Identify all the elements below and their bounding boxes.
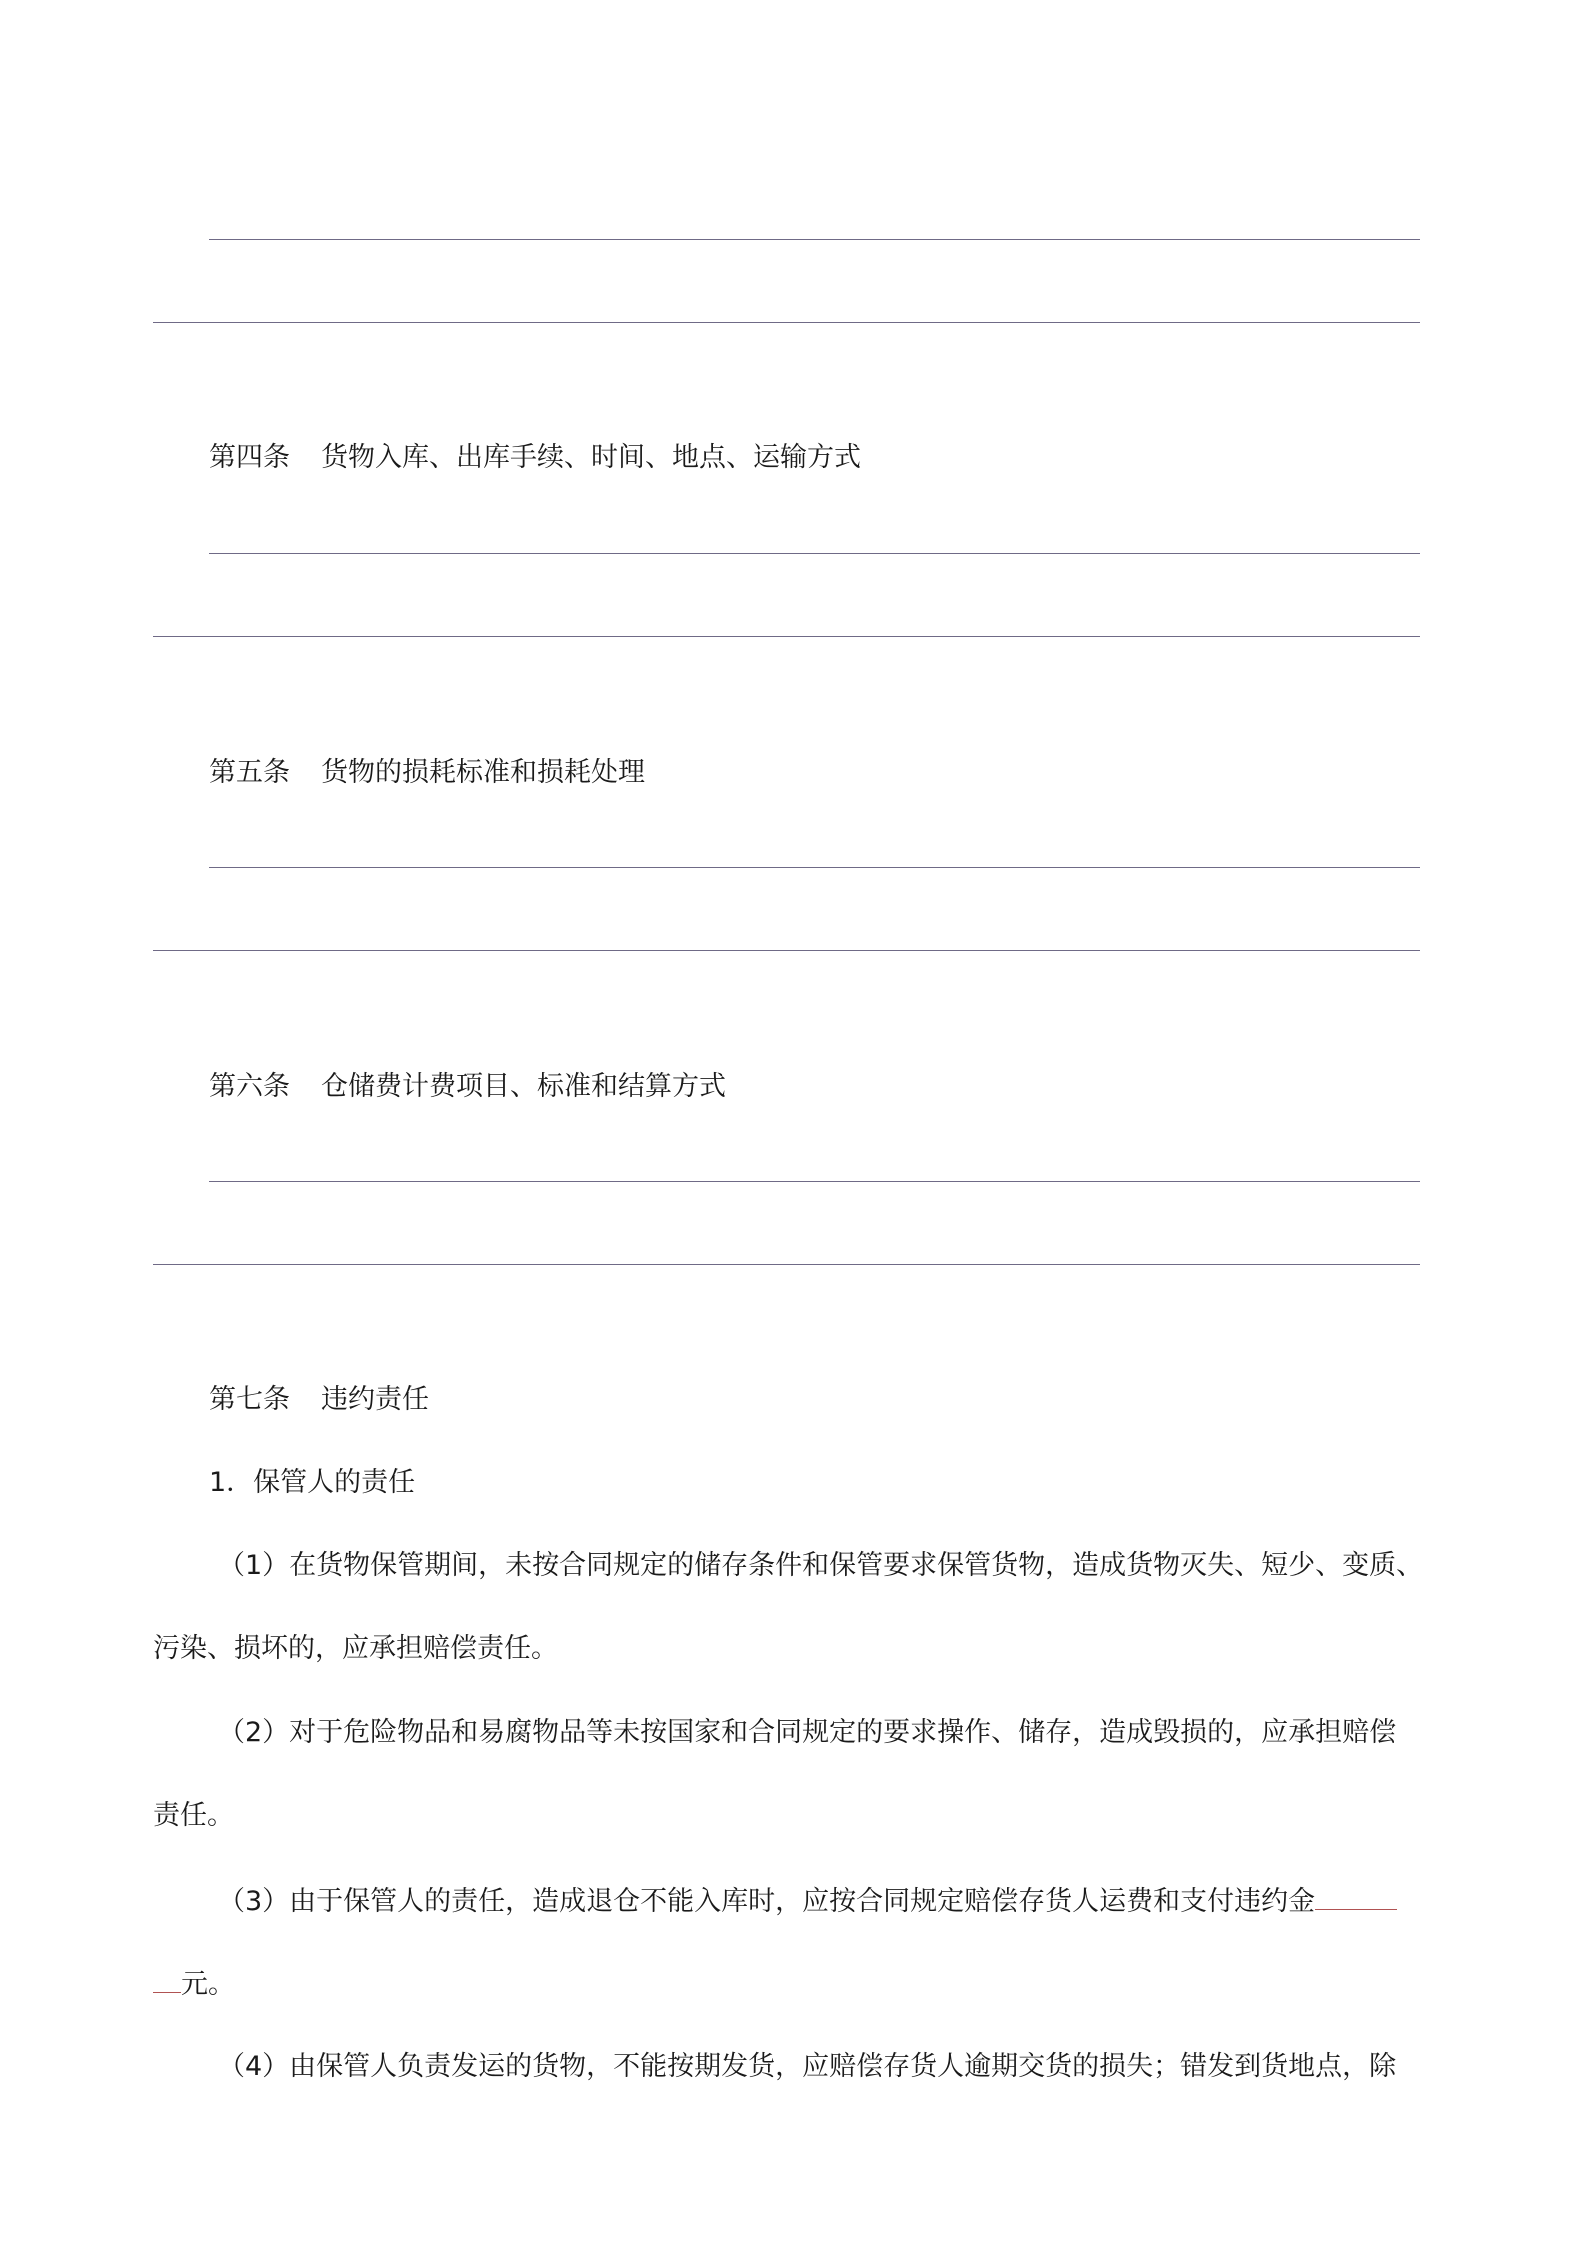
- fill-in-line: [153, 636, 1420, 637]
- fill-in-line: [209, 1181, 1420, 1182]
- article-number: 第六条: [209, 1071, 290, 1102]
- article-5-heading: [209, 756, 645, 790]
- fill-in-line: [153, 1264, 1420, 1265]
- article-number: 第四条: [209, 442, 290, 473]
- article-7-heading: [209, 1383, 429, 1417]
- fill-in-line: [153, 950, 1420, 951]
- clause-line: 责任。: [153, 1800, 234, 1831]
- article-4-heading: [209, 441, 861, 475]
- fill-in-line: [209, 867, 1420, 868]
- clause-line: （4）由保管人负责发运的货物，不能按期发货，应赔偿存货人逾期交货的损失；错发到货地点，除: [218, 2051, 1397, 2082]
- article-number: 第七条: [209, 1384, 290, 1415]
- article-6-heading: [209, 1070, 726, 1104]
- section-heading: 1．保管人的责任: [209, 1467, 416, 1498]
- article-title: 违约责任: [321, 1384, 429, 1415]
- clause-line: 污染、损坏的，应承担赔偿责任。: [153, 1633, 558, 1664]
- clause-text: （3）由于保管人的责任，造成退仓不能入库时，应按合同规定赔偿存货人运费和支付违约金: [218, 1886, 1316, 1917]
- clause-line-with-blank: [153, 1966, 235, 2002]
- fill-in-line: [209, 553, 1420, 554]
- article-title: 仓储费计费项目、标准和结算方式: [321, 1071, 726, 1102]
- clause-line-with-blank: [218, 1883, 1397, 1919]
- article-number: 第五条: [209, 757, 290, 788]
- clause-line: （2）对于危险物品和易腐物品等未按国家和合同规定的要求操作、储存，造成毁损的，应承担赔偿: [218, 1717, 1397, 1748]
- amount-blank[interactable]: [153, 1966, 181, 1993]
- amount-blank[interactable]: [1315, 1883, 1397, 1910]
- article-title: 货物的损耗标准和损耗处理: [321, 757, 645, 788]
- clause-text: 元。: [181, 1969, 235, 2000]
- fill-in-line: [209, 239, 1420, 240]
- fill-in-line: [153, 322, 1420, 323]
- clause-line: （1）在货物保管期间，未按合同规定的储存条件和保管要求保管货物，造成货物灭失、短少、变质、: [218, 1550, 1424, 1581]
- article-title: 货物入库、出库手续、时间、地点、运输方式: [321, 442, 861, 473]
